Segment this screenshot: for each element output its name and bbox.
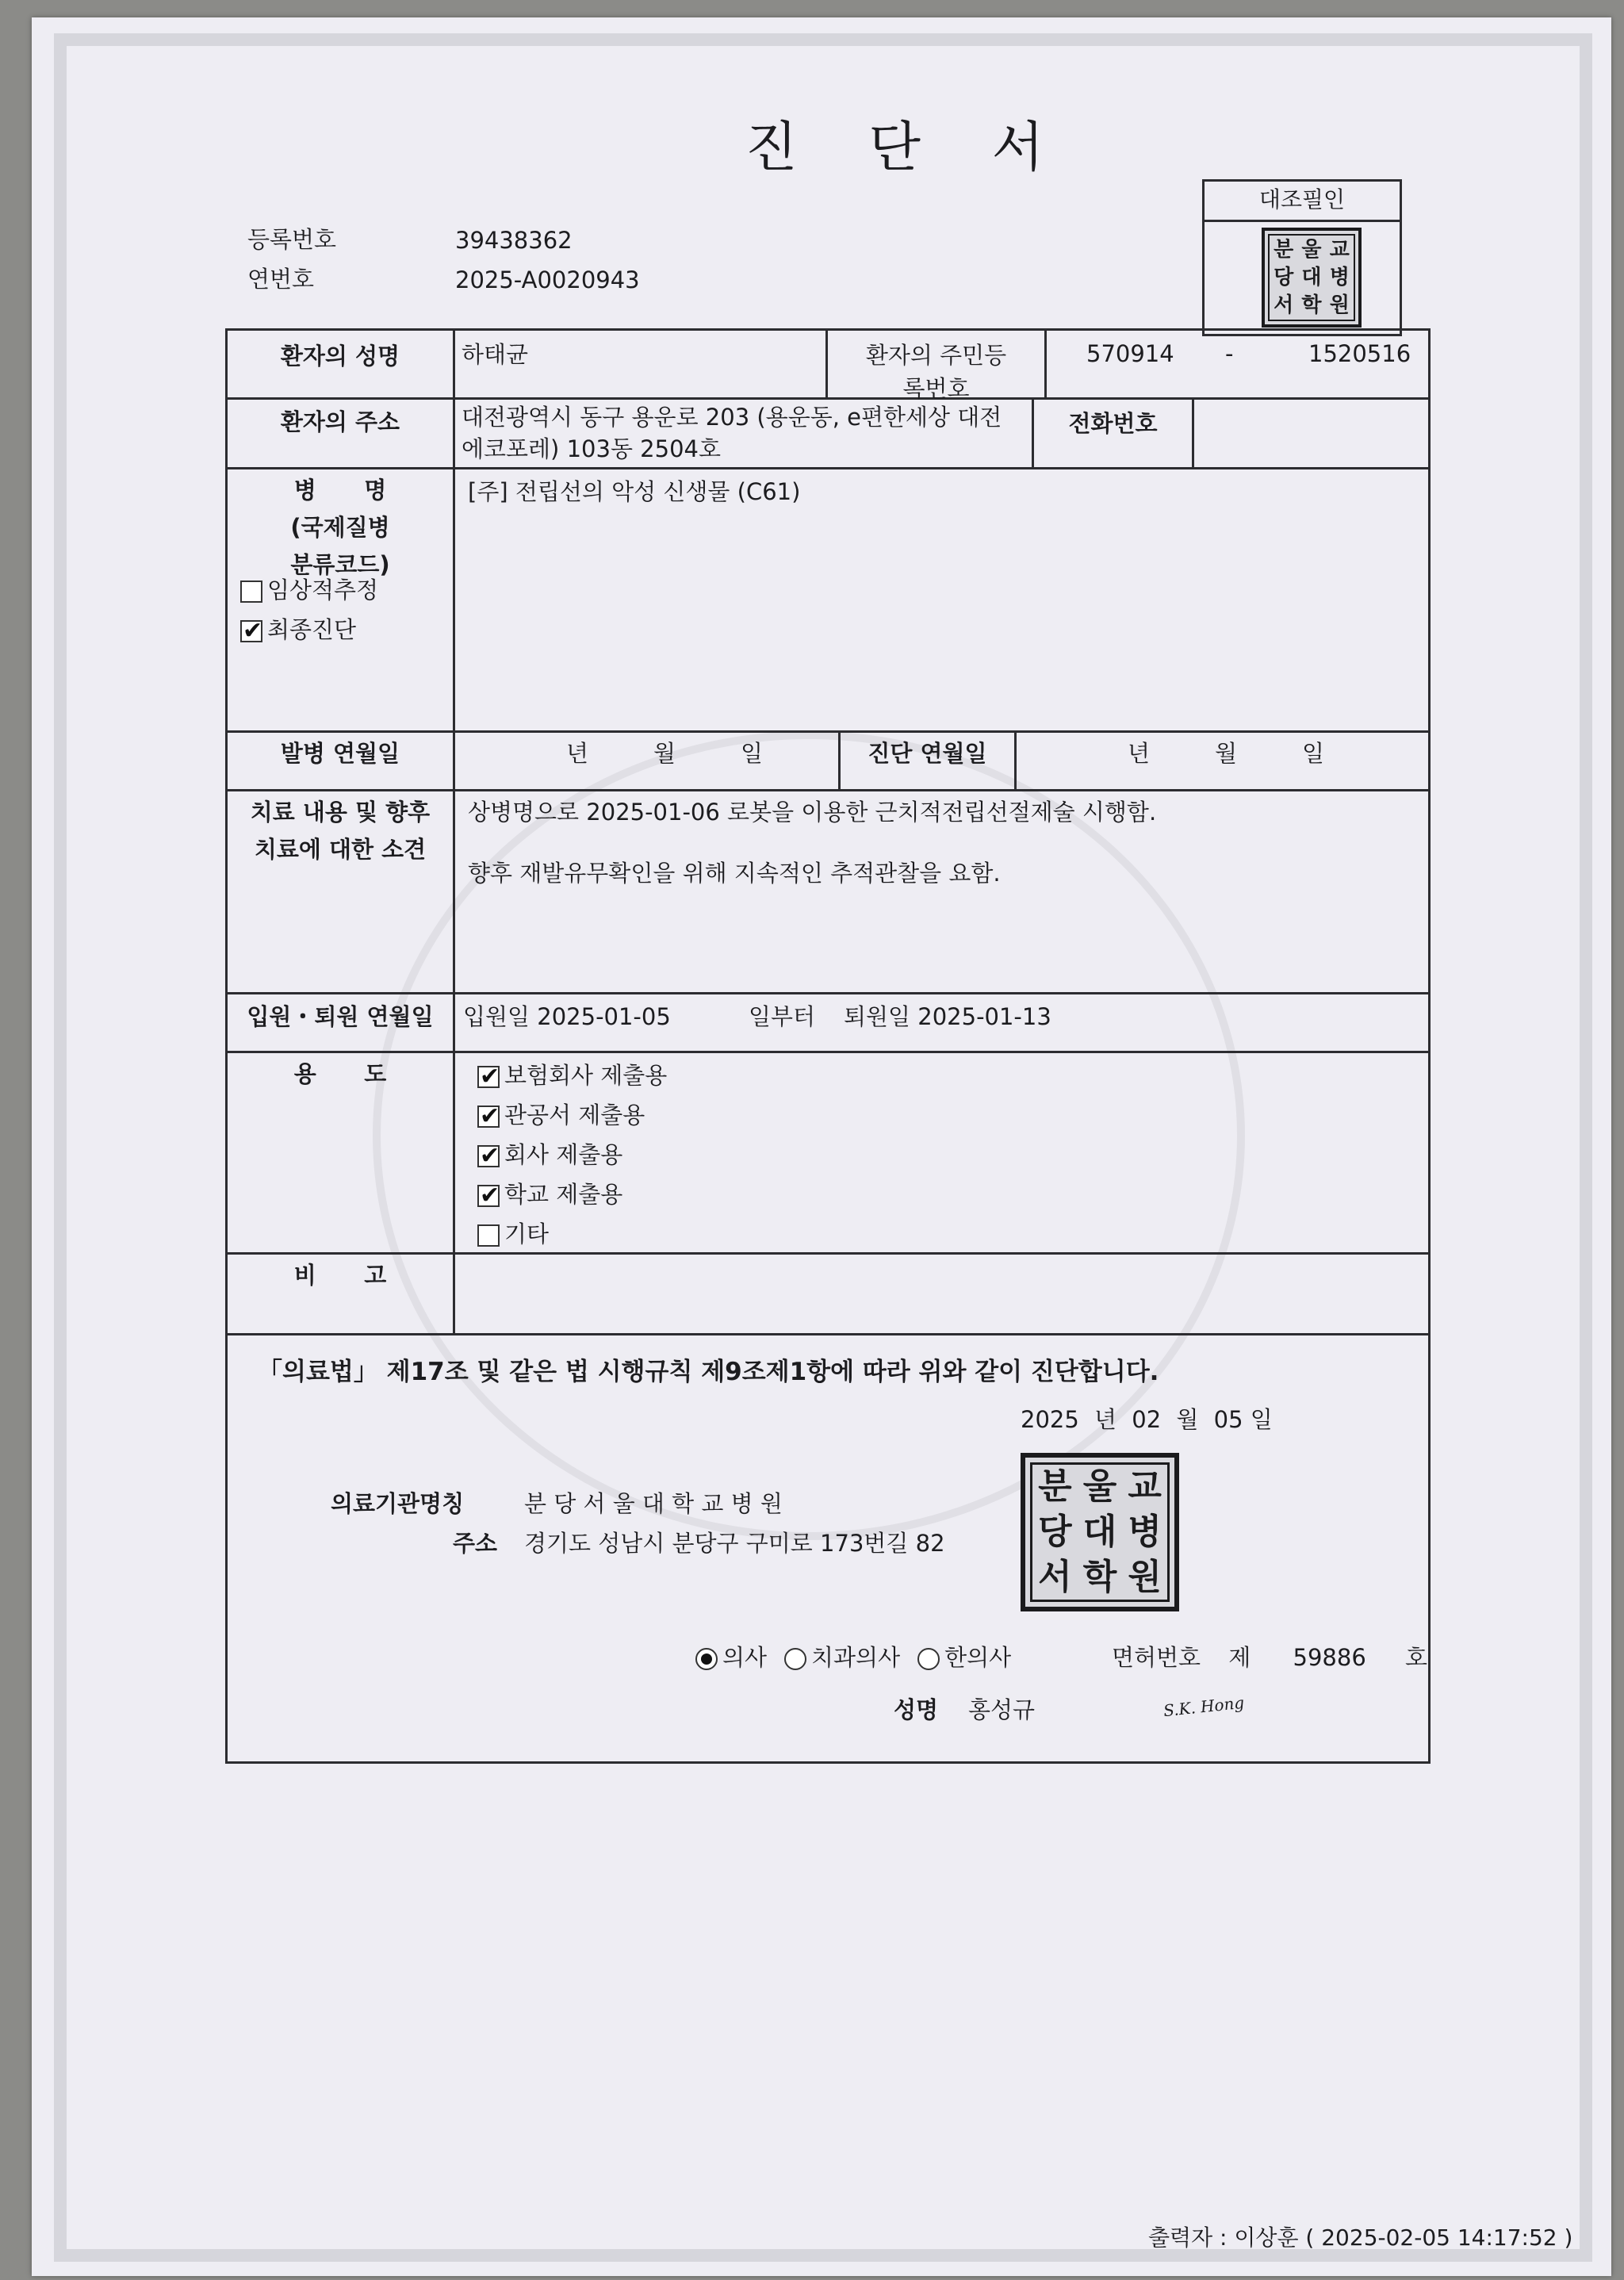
- usage-checkbox[interactable]: [477, 1145, 500, 1167]
- usage-checkbox[interactable]: [477, 1224, 500, 1247]
- signature: S.K. Hong: [1162, 1692, 1246, 1721]
- rrn-back: 1520516: [1308, 340, 1411, 367]
- disease-label-1: 병 명: [293, 477, 387, 504]
- seal-character: 분: [1274, 237, 1294, 262]
- phone-value: [1192, 400, 1428, 467]
- doctor-type-option[interactable]: [695, 1644, 767, 1671]
- usage-checkbox[interactable]: [477, 1106, 500, 1128]
- disease-label-cell: [228, 469, 453, 730]
- discharge-date: 퇴원일 2025-01-13: [844, 1003, 1051, 1030]
- diagnosis-date: 년 월 일: [1014, 733, 1428, 789]
- document-page: [32, 17, 1611, 2276]
- usage-option[interactable]: [477, 1098, 645, 1130]
- row-admission: [225, 994, 1431, 1053]
- row-remarks: [225, 1255, 1431, 1335]
- rrn-dash: -: [1225, 340, 1234, 367]
- serial-number: 2025-A0020943: [455, 266, 640, 293]
- onset-date: 년 월 일: [453, 733, 838, 789]
- seal-character: 원: [1128, 1556, 1162, 1597]
- patient-rrn: [1044, 331, 1428, 397]
- document-title: 진 단 서: [745, 117, 1071, 179]
- address-line-1: 대전광역시 동구 용운로 203 (용운동, e편한세상 대전: [462, 404, 1002, 431]
- usage-option-label: 회사 제출용: [504, 1141, 623, 1168]
- usage-option-label: 관공서 제출용: [504, 1102, 645, 1129]
- registration-number: 39438362: [455, 227, 573, 254]
- registration-label: 등록번호: [247, 226, 337, 253]
- phone-label: 전화번호: [1032, 400, 1192, 467]
- remarks-value: [453, 1255, 1428, 1333]
- print-footer: 출력자 : 이상훈 ( 2025-02-05 14:17:52 ): [1148, 2224, 1573, 2251]
- seal-character: 학: [1082, 1556, 1117, 1597]
- rrn-front: 570914: [1086, 340, 1174, 367]
- admission-from: 일부터: [749, 1003, 816, 1030]
- usage-option-label: 보험회사 제출용: [504, 1062, 668, 1089]
- institution-address: 경기도 성남시 분당구 구미로 173번길 82: [524, 1530, 945, 1557]
- admission-date: 입원일 2025-01-05: [463, 1003, 671, 1030]
- doctor-type-label: 치과의사: [811, 1644, 901, 1671]
- onset-date-label: 발병 연월일: [280, 740, 400, 767]
- seal-character: 울: [1301, 237, 1322, 262]
- doctor-type-label: 한의사: [944, 1644, 1012, 1671]
- usage-checkbox[interactable]: [477, 1066, 500, 1088]
- address-line-2: 에코포레) 103동 2504호: [462, 435, 721, 462]
- usage-option[interactable]: [477, 1058, 667, 1090]
- patient-name-label: 환자의 성명: [280, 343, 400, 370]
- usage-option[interactable]: [477, 1217, 549, 1249]
- clinical-estimate-checkbox[interactable]: [240, 581, 262, 603]
- treatment-label-cell: 치료 내용 및 향후 치료에 대한 소견: [250, 799, 431, 863]
- disease-label-2: (국제질병: [290, 514, 390, 541]
- doctor-type-option[interactable]: [917, 1644, 1011, 1671]
- issue-date: 2025 년 02 월 05 일: [1021, 1406, 1273, 1433]
- disease-label-3: 분류코드): [290, 551, 390, 578]
- clinical-estimate-option[interactable]: 임상적추정: [240, 573, 378, 605]
- declaration-block: [225, 1335, 1431, 1764]
- doctor-type-label: 의사: [722, 1644, 768, 1671]
- admission-label: 입원・퇴원 연월일: [247, 1003, 434, 1030]
- doctor-type-radio[interactable]: [784, 1648, 806, 1670]
- usage-option-label: 학교 제출용: [504, 1181, 623, 1208]
- seal-character: 병: [1128, 1511, 1162, 1552]
- doctor-type-options: [695, 1640, 1028, 1673]
- patient-address-label: 환자의 주소: [280, 408, 400, 435]
- signer-name: 홍성규: [968, 1696, 1036, 1723]
- seal-character: 대: [1082, 1511, 1117, 1552]
- doctor-type-option[interactable]: [784, 1644, 900, 1671]
- final-diagnosis-option[interactable]: ✔최종진단: [240, 612, 356, 645]
- admission-dates: [453, 994, 1428, 1051]
- treatment-line-2: 향후 재발유무확인을 위해 지속적인 추적관찰을 요함.: [468, 860, 1001, 887]
- row-patient-name: [225, 328, 1431, 400]
- diagnosis-date-label: 진단 연월일: [838, 733, 1014, 789]
- seal-character: 서: [1274, 293, 1294, 318]
- row-dates: [225, 733, 1431, 791]
- doctor-type-radio[interactable]: [917, 1648, 940, 1670]
- usage-label: 용 도: [293, 1060, 387, 1087]
- institution-name: 분 당 서 울 대 학 교 병 원: [524, 1490, 783, 1517]
- treatment-text: [453, 791, 1428, 992]
- usage-option[interactable]: [477, 1137, 622, 1170]
- remarks-label: 비 고: [293, 1262, 387, 1289]
- seal-character: 병: [1329, 265, 1350, 289]
- institution-address-label: 주소: [453, 1530, 498, 1557]
- row-treatment: [225, 791, 1431, 994]
- treatment-line-1: 상병명으로 2025-01-06 로봇을 이용한 근치적전립선절제술 시행함.: [468, 799, 1157, 826]
- license-number: 면허번호 제 59886 호: [1112, 1644, 1428, 1671]
- row-patient-address: [225, 400, 1431, 469]
- seal-character: 울: [1082, 1466, 1117, 1508]
- hospital-seal-small: [1262, 228, 1362, 328]
- seal-character: 당: [1038, 1511, 1072, 1552]
- verification-label: 대조필인: [1205, 182, 1400, 222]
- institution-name-label: 의료기관명칭: [331, 1490, 465, 1517]
- seal-character: 분: [1038, 1466, 1072, 1508]
- seal-character: 당: [1274, 265, 1294, 289]
- verification-stamp-box: [1202, 179, 1402, 336]
- patient-address: [453, 400, 1032, 467]
- usage-option-label: 기타: [504, 1220, 550, 1247]
- declaration-text: 「의료법」 제17조 및 같은 법 시행규칙 제9조제1항에 따라 위와 같이 진단합니다.: [258, 1358, 1159, 1386]
- seal-character: 학: [1301, 293, 1322, 318]
- doctor-type-radio[interactable]: [695, 1648, 718, 1670]
- usage-options: [453, 1053, 1428, 1252]
- row-disease: [225, 469, 1431, 733]
- seal-character: 원: [1329, 293, 1350, 318]
- hospital-seal: [1021, 1453, 1179, 1611]
- disease-value: [주] 전립선의 악성 신생물 (C61): [453, 469, 1428, 730]
- serial-label: 연번호: [247, 266, 315, 293]
- usage-checkbox[interactable]: [477, 1185, 500, 1207]
- final-diagnosis-checkbox[interactable]: [240, 620, 262, 642]
- signer-label: 성명: [894, 1696, 939, 1723]
- patient-rrn-label: 환자의 주민등록번호: [825, 331, 1044, 397]
- seal-character: 교: [1329, 237, 1350, 262]
- usage-option[interactable]: [477, 1177, 622, 1209]
- seal-character: 서: [1038, 1556, 1072, 1597]
- seal-character: 교: [1128, 1466, 1162, 1508]
- seal-character: 대: [1301, 265, 1322, 289]
- row-usage: [225, 1053, 1431, 1255]
- patient-name: 하태균: [453, 331, 825, 397]
